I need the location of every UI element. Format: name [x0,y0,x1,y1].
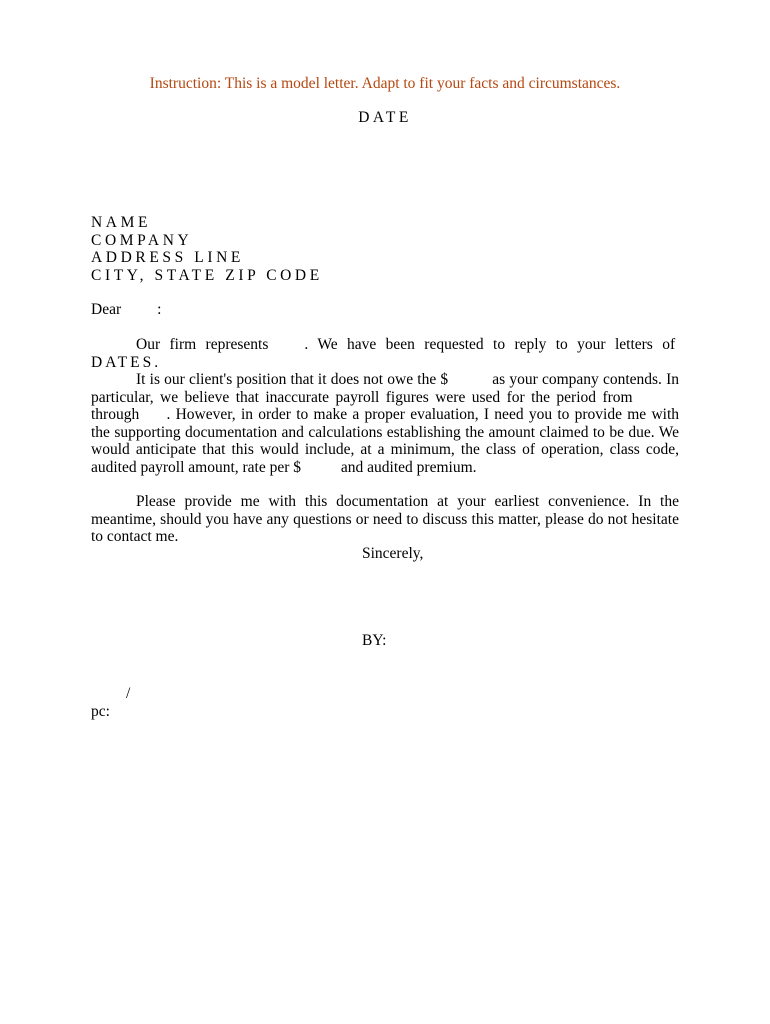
paragraph-2-part-1: It is our client's position that it does not owe the $ [136,371,449,388]
pc-line: pc: [91,703,110,720]
letter-date: DATE [358,109,412,126]
paragraph-1-part-1: Our firm represents [136,336,269,353]
initials-slash: / [126,685,131,702]
paragraph-2 [91,371,679,476]
recipient-city-state-zip: CITY, STATE ZIP CODE [91,267,323,284]
paragraph-1 [91,336,679,371]
recipient-company: COMPANY [91,232,193,249]
paragraph-2-part-2: as your company contends. In particular, we believe that inaccurate payroll figures were used for the period from [91,371,679,406]
paragraph-2-part-4: . However, in order to make a proper evaluation, I need you to provide me with the supporting documentation and calculations establishing the amount claimed to be due. We would anticipate that this would include, at a minimum, the class of operation, class code, audited payroll amount, rate per $ [91,406,680,476]
signature-by: BY: [362,632,387,649]
paragraph-3-text: Please provide me with this documentation at your earliest convenience. In the meantime, should you have any questions or need to discuss this matter, please do not hesitate to contact me. [91,493,679,545]
paragraph-1-part-2: . We have been requested to reply to your letters of [304,336,676,353]
paragraph-3 [91,493,679,546]
instruction-note: Instruction: This is a model letter. Adapt to fit your facts and circumstances. [149,75,621,92]
recipient-address-line: ADDRESS LINE [91,249,244,266]
paragraph-2-part-5: and audited premium. [340,458,477,476]
paragraph-1-dates: DATES. [91,353,162,371]
recipient-name: NAME [91,214,152,231]
paragraph-2-part-3: through [91,406,140,423]
salutation-word: Dear [91,301,122,318]
salutation [91,301,161,319]
closing: Sincerely, [362,545,424,562]
salutation-colon: : [157,301,162,318]
